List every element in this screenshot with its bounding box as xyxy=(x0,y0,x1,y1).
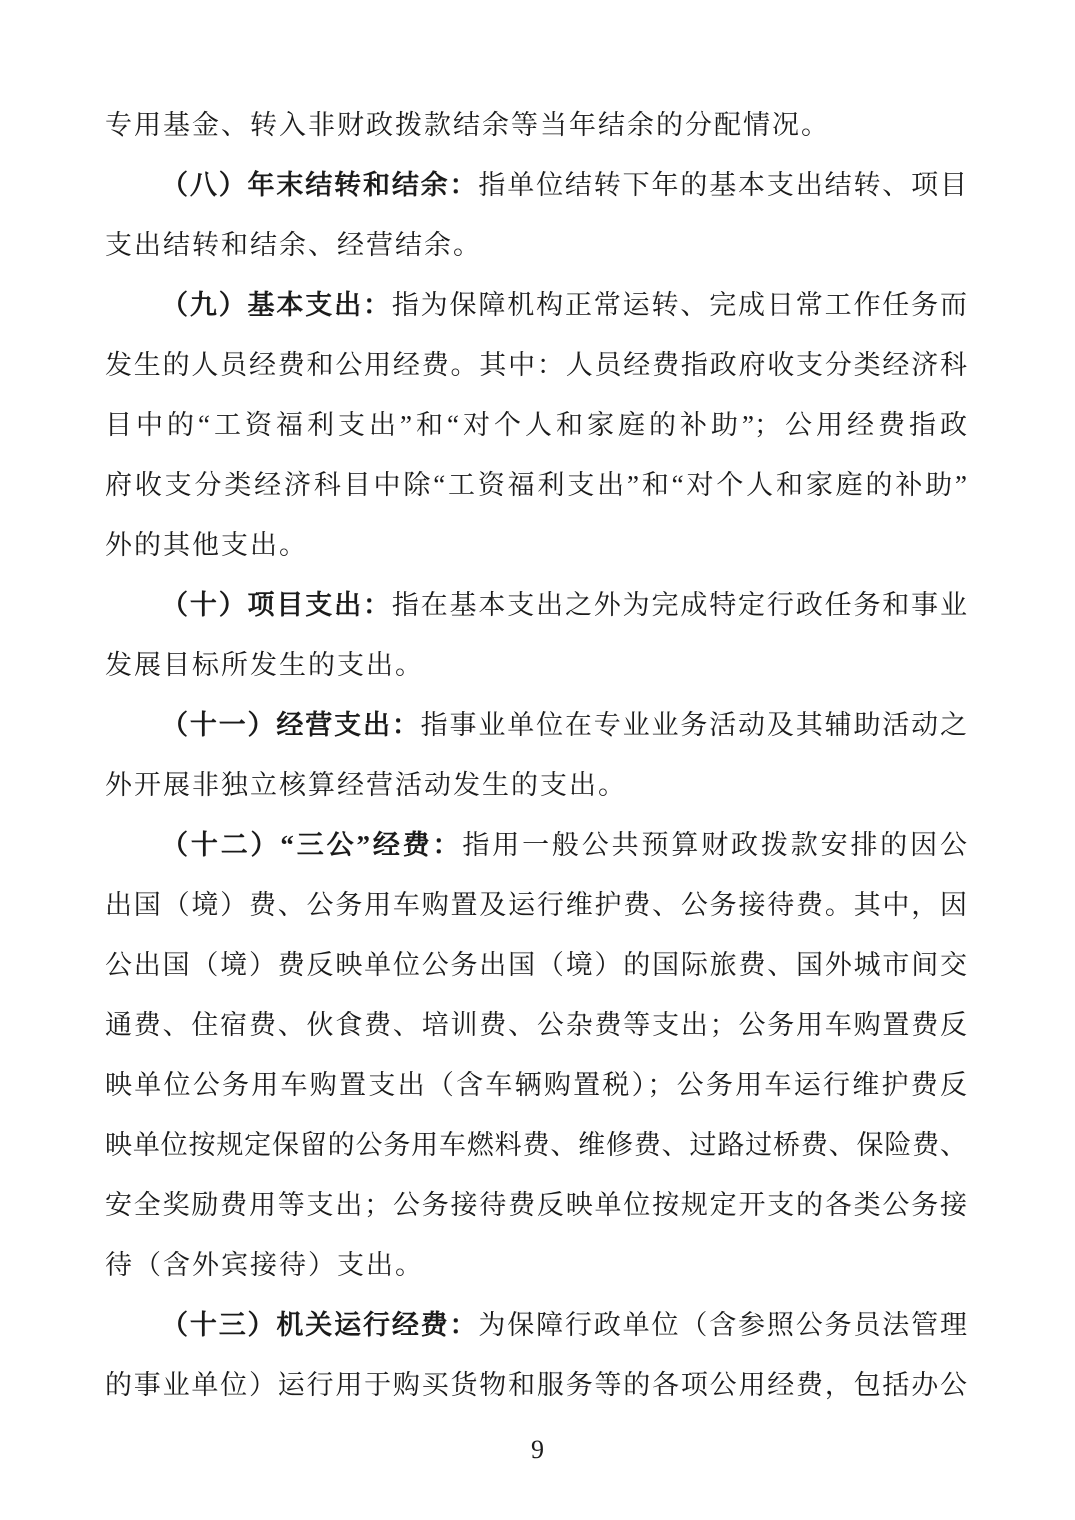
line-text: 发展目标所发生的支出。 xyxy=(105,650,424,680)
term-label: （十）项目支出： xyxy=(161,590,392,620)
document-line xyxy=(105,515,967,575)
line-text: 待（含外宾接待）支出。 xyxy=(105,1250,424,1280)
document-line xyxy=(105,215,967,275)
line-text: 支出结转和结余、经营结余。 xyxy=(105,230,482,260)
term-label: （十三）机关运行经费： xyxy=(161,1310,479,1340)
document-line xyxy=(105,935,967,995)
document-line xyxy=(105,335,967,395)
line-text: 指用一般公共预算财政拨款安排的因公 xyxy=(462,830,968,860)
document-line xyxy=(105,1175,967,1235)
line-text: 目中的“工资福利支出”和“对个人和家庭的补助”；公用经费指政 xyxy=(105,410,967,440)
line-text: 指为保障机构正常运转、完成日常工作任务而 xyxy=(391,290,968,320)
document-line xyxy=(105,95,967,155)
document-line xyxy=(105,635,967,695)
document-line xyxy=(105,755,967,815)
document-line xyxy=(105,455,967,515)
term-label: （九）基本支出： xyxy=(161,290,392,320)
line-text: 映单位按规定保留的公务用车燃料费、维修费、过路过桥费、保险费、 xyxy=(105,1130,967,1160)
line-text: 为保障行政单位（含参照公务员法管理 xyxy=(478,1310,968,1340)
line-text: 指单位结转下年的基本支出结转、项目 xyxy=(478,170,968,200)
line-text: 外的其他支出。 xyxy=(105,530,308,560)
document-line xyxy=(105,1115,967,1175)
line-text: 府收支分类经济科目中除“工资福利支出”和“对个人和家庭的补助” xyxy=(105,470,967,500)
document-text-block xyxy=(105,95,967,1415)
line-text: 映单位公务用车购置支出（含车辆购置税）；公务用车运行维护费反 xyxy=(105,1070,967,1100)
document-line xyxy=(105,1355,967,1415)
document-line xyxy=(105,875,967,935)
document-line xyxy=(105,995,967,1055)
term-label: （十二）“三公”经费： xyxy=(161,830,463,860)
document-line xyxy=(105,695,967,755)
line-text: 外开展非独立核算经营活动发生的支出。 xyxy=(105,770,627,800)
line-text: 发生的人员经费和公用经费。其中：人员经费指政府收支分类经济科 xyxy=(105,350,967,380)
document-line xyxy=(105,575,967,635)
document-line xyxy=(105,275,967,335)
term-label: （八）年末结转和结余： xyxy=(161,170,479,200)
document-line xyxy=(105,815,967,875)
document-line xyxy=(105,1295,967,1355)
document-line xyxy=(105,1235,967,1295)
line-text: 的事业单位）运行用于购买货物和服务等的各项公用经费，包括办公 xyxy=(105,1370,967,1400)
document-line xyxy=(105,395,967,455)
page-number: 9 xyxy=(531,1435,544,1464)
line-text: 安全奖励费用等支出；公务接待费反映单位按规定开支的各类公务接 xyxy=(105,1190,967,1220)
line-text: 专用基金、转入非财政拨款结余等当年结余的分配情况。 xyxy=(105,110,830,140)
line-text: 指事业单位在专业业务活动及其辅助活动之 xyxy=(420,710,968,740)
document-line xyxy=(105,1055,967,1115)
term-label: （十一）经营支出： xyxy=(161,710,421,740)
line-text: 出国（境）费、公务用车购置及运行维护费、公务接待费。其中，因 xyxy=(105,890,967,920)
line-text: 公出国（境）费反映单位公务出国（境）的国际旅费、国外城市间交 xyxy=(105,950,967,980)
line-text: 通费、住宿费、伙食费、培训费、公杂费等支出；公务用车购置费反 xyxy=(105,1010,967,1040)
document-line xyxy=(105,155,967,215)
line-text: 指在基本支出之外为完成特定行政任务和事业 xyxy=(391,590,968,620)
